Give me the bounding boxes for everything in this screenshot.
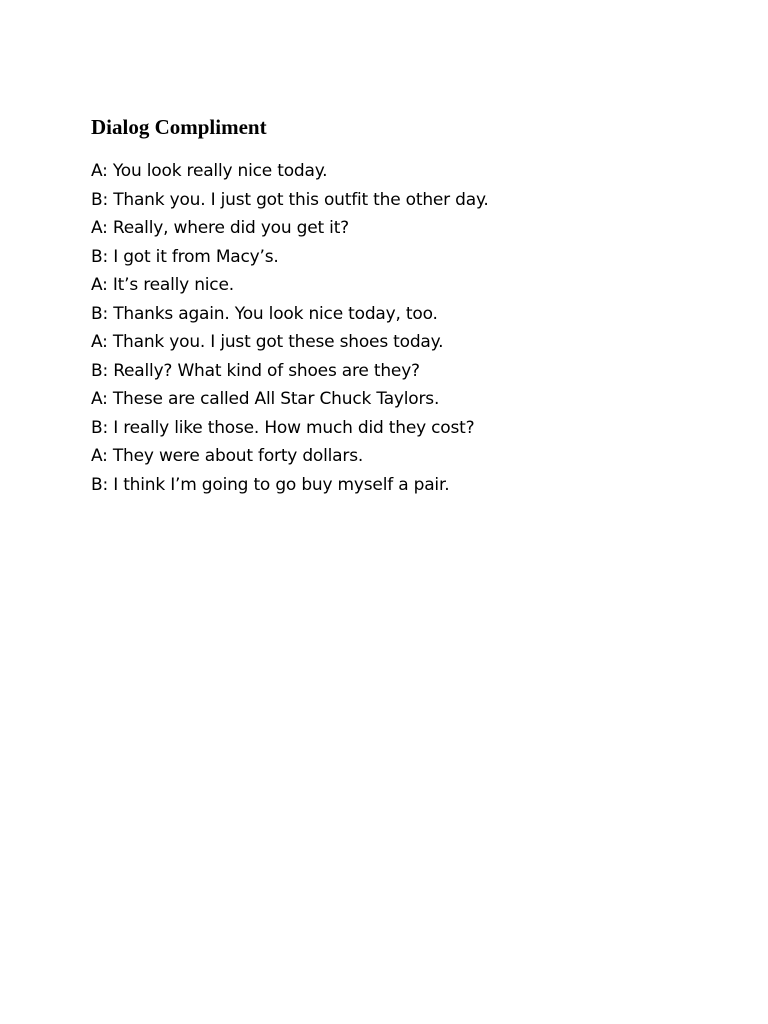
dialog-line: A: They were about forty dollars. — [91, 446, 364, 466]
dialog-line: A: You look really nice today. — [91, 161, 328, 181]
dialog-line: A: These are called All Star Chuck Taylors. — [91, 389, 440, 409]
dialog-line: A: It’s really nice. — [91, 275, 234, 295]
dialog-line: B: Really? What kind of shoes are they? — [91, 360, 420, 381]
dialog-line: A: Thank you. I just got these shoes today. — [91, 332, 444, 352]
dialog-line: B: I really like those. How much did they cost? — [91, 417, 475, 438]
page-title: Dialog Compliment — [91, 115, 267, 139]
dialog-line: B: I got it from Macy’s. — [91, 246, 279, 267]
dialog-lines — [91, 157, 489, 499]
dialog-line: B: Thank you. I just got this outfit the other day. — [91, 189, 489, 210]
dialog-line: B: I think I’m going to go buy myself a pair. — [91, 474, 450, 495]
dialog-line: A: Really, where did you get it? — [91, 218, 349, 238]
dialog-line: B: Thanks again. You look nice today, too. — [91, 303, 438, 324]
